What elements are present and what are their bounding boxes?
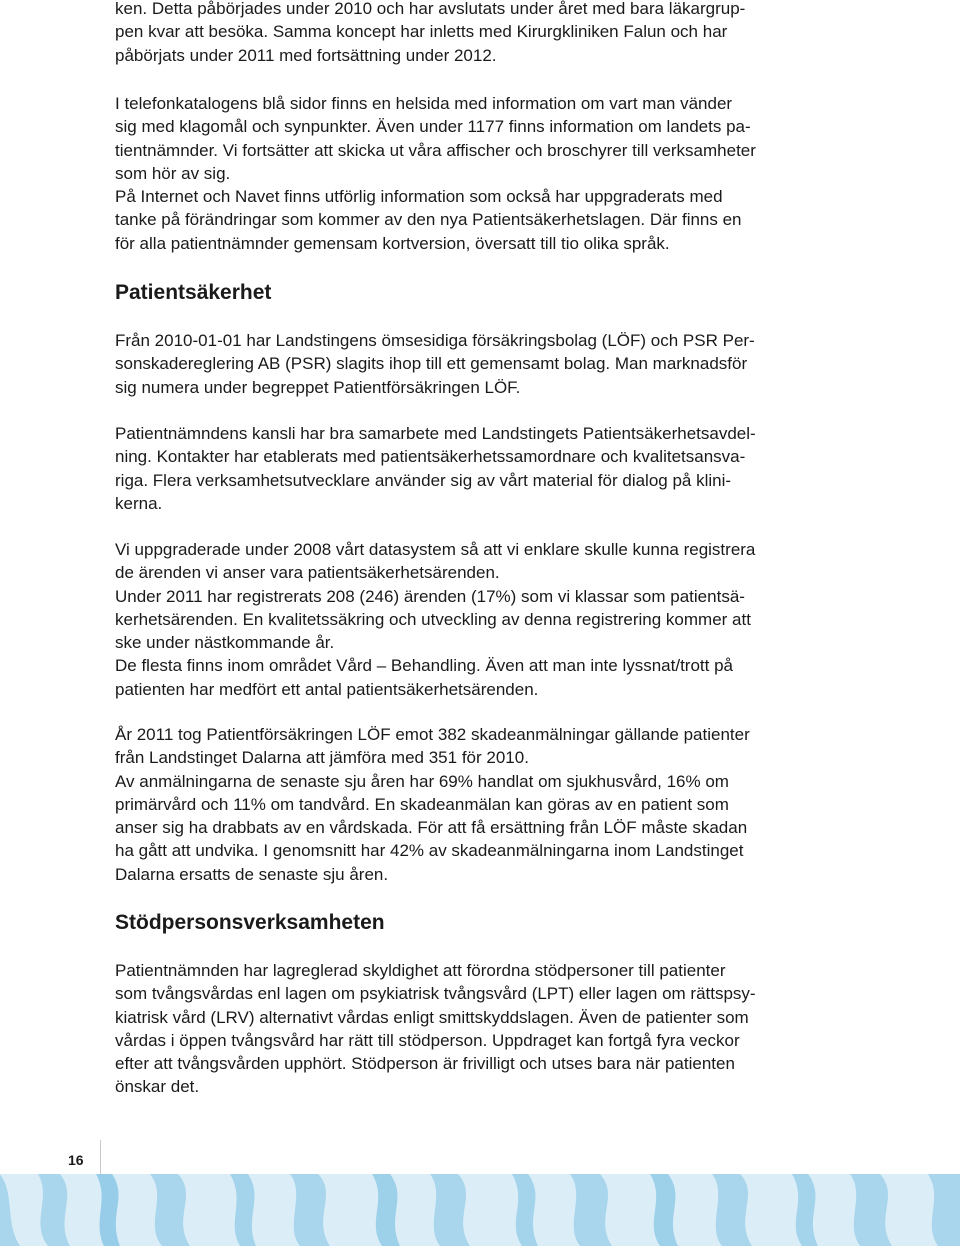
heading-patientsakerhet: Patientsäkerhet bbox=[115, 281, 272, 304]
footer-wave bbox=[712, 1174, 752, 1246]
footer-band-background bbox=[0, 1174, 960, 1246]
footer-wave bbox=[38, 1174, 70, 1246]
footer-wave bbox=[570, 1174, 612, 1246]
patientsakerhet-paragraph-2: Patientnämndens kansli har bra samarbete med Landstingets Patientsäkerhetsavdel- ning. Kontakter har etablerats med patientsäkerhetssamordnare och kvalitetsansva- riga. Flera verksamhetsutvecklare använder sig av vårt material för dialog på klini- kerna. bbox=[115, 424, 756, 513]
patientsakerhet-paragraph-3: Vi uppgraderade under 2008 vårt datasystem så att vi enklare skulle kunna registrera de ärenden vi anser vara patientsäkerhetsärenden. Under 2011 har registrerats 208 (246) ärenden (17%) som vi klassar som patientsä- kerhetsärenden. En kvalitetssäkring och utveckling av denna registrering kommer att ske under nästkommande år. De flesta finns inom området Vård – Behandling. Även att man inte lyssnat/trott på patienten har medfört ett antal patientsäkerhetsärenden. bbox=[115, 540, 756, 699]
patientsakerhet-paragraph-4: År 2011 tog Patientförsäkringen LÖF emot 382 skadeanmälningar gällande patienter från Landstinget Dalarna att jämföra med 351 för 2010. Av anmälningarna de senaste sju åren har 69% handlat om sjukhusvård, 16% om primärvård och 11% om tandvård. En skadeanmälan kan göras av en patient som anser sig ha drabbats av en vårdskada. För att få ersättning från LÖF måste skadan ha gått att undvika. I genomsnitt har 42% av skadeanmälningarna inom Landstinget Dalarna ersatts de senaste sju åren. bbox=[115, 725, 750, 884]
patientsakerhet-paragraph-1: Från 2010-01-01 har Landstingens ömsesidiga försäkringsbolag (LÖF) och PSR Per- sonskadereglering AB (PSR) slagits ihop till ett gemensamt bolag. Man marknadsför sig numera under begreppet Patientförsäkringen LÖF. bbox=[115, 331, 755, 397]
information-paragraph: I telefonkatalogens blå sidor finns en helsida med information om vart man vänder sig med klagomål och synpunkter. Även under 1177 finns information om landets pa- tientnämnder. Vi fortsätter att skicka ut våra affischer och broschyrer till verksamheter som hör av sig. På Internet och Navet finns utförlig information som också har uppgraderats med tanke på förändringar som kommer av den nya Patientsäkerhetslagen. Där finns en för alla patientnämnder gemensam kortversion, översatt till tio olika språk. bbox=[115, 94, 756, 253]
page-number: 16 bbox=[68, 1152, 84, 1168]
footer-wave bbox=[430, 1174, 470, 1246]
footer-wave bbox=[290, 1174, 330, 1246]
heading-stodpersonsverksamheten: Stödpersonsverksamheten bbox=[115, 911, 385, 934]
decorative-footer-band bbox=[0, 1174, 960, 1246]
stodperson-paragraph-1: Patientnämnden har lagreglerad skyldighet att förordna stödpersoner till patienter som tvångsvårdas enl lagen om psykiatrisk tvångsvård (LPT) eller lagen om rättspsy- kiatrisk vård (LRV) alternativt vårdas enligt smittskyddslagen. Även de patienter som vårdas i öppen tvångsvård har rätt till stödperson. Uppdraget kan fortgå fyra veckor efter att tvångsvården upphört. Stödperson är frivilligt och utses bara när patienten önskar det. bbox=[115, 961, 756, 1097]
footer-wave bbox=[850, 1174, 892, 1246]
continuation-paragraph: ken. Detta påbörjades under 2010 och har avslutats under året med bara läkargrup- pen kvar att besöka. Samma koncept har inletts med Kirurgkliniken Falun och har påbörjats under 2011 med fortsättning under 2012. bbox=[115, 0, 746, 65]
